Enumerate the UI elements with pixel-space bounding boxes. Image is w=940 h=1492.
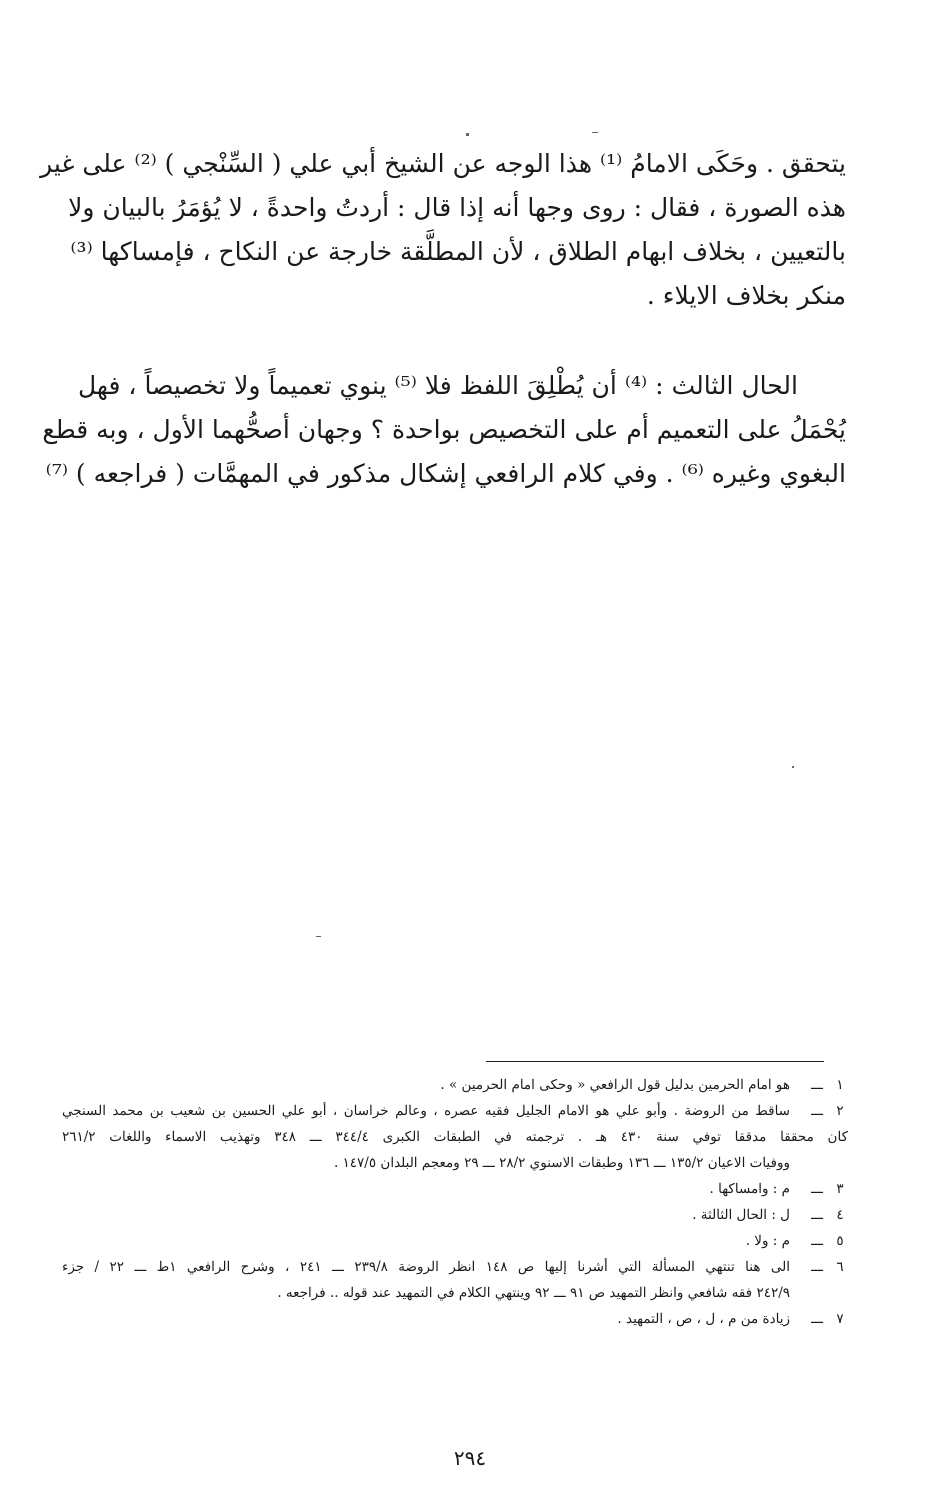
footnote-line: ٢٤٢/٩ فقه شافعي وانظر التمهيد ص ٩١ ـــ ٩٢ وينتهي الكلام في التمهيد عند قوله .. فراجعه . <box>277 1285 790 1301</box>
footnote-line: ووفيات الاعيان ١٣٥/٢ ـــ ١٣٦ وطبقات الاسنوي ٢٨/٢ ـــ ٢٩ ومعجم البلدان ١٤٧/٥ . <box>333 1155 790 1171</box>
footnote-dash: ـــ <box>811 1259 823 1275</box>
footnote-1 <box>62 1072 848 1098</box>
footnote-dash: ـــ <box>811 1233 823 1249</box>
footnotes <box>62 1072 848 1332</box>
footnote-6 <box>62 1254 848 1306</box>
print-speck <box>316 936 321 937</box>
footnote-number: ١ <box>836 1077 844 1093</box>
text-line: هذه الصورة ، فقال : روى وجها أنه إذا قال : أردتُ واحدةً ، لا يُؤمَرُ بالبيان ولا <box>68 193 846 222</box>
footnote-number: ٦ <box>836 1259 844 1275</box>
print-speck <box>792 766 794 768</box>
footnote-7 <box>62 1306 848 1332</box>
footnote-number: ٢ <box>836 1103 844 1119</box>
text-line: يتحقق . وحَكَى الامامُ ⁽¹⁾ هذا الوجه عن الشيخ أبي علي ( السِّنْجي ) ⁽²⁾ على غير <box>40 149 846 178</box>
footnote-line: زيادة من م ، ل ، ص ، التمهيد . <box>617 1311 790 1327</box>
page-number: ٢٩٤ <box>453 1446 487 1470</box>
text-line: يُحْمَلُ على التعميم أم على التخصيص بواحدة ؟ وجهان أصحُّهما الأول ، وبه قطع <box>42 415 846 444</box>
text-line: البغوي وغيره ⁽⁶⁾ . وفي كلام الرافعي إشكال مذكور في المهمَّات ( فراجعه ) ⁽⁷⁾ <box>45 459 846 488</box>
footnote-2 <box>62 1098 848 1176</box>
footnote-dash: ـــ <box>811 1311 823 1327</box>
footnote-dash: ـــ <box>811 1207 823 1223</box>
body-paragraph-1 <box>40 142 846 318</box>
print-speck <box>592 132 598 133</box>
footnote-number: ٥ <box>836 1233 844 1249</box>
text-line: منكر بخلاف الايلاء . <box>646 281 846 310</box>
footnote-line: الى هنا تنتهي المسألة التي أشرنا إليها ص ١٤٨ انظر الروضة ٢٣٩/٨ ـــ ٢٤١ ، وشرح الرافعي ١ط ـــ ٢٢ / جزء <box>62 1259 790 1275</box>
footnote-number: ٧ <box>836 1311 844 1327</box>
footnote-line: كان محققا مدققا توفي سنة ٤٣٠ هـ . ترجمته في الطبقات الكبرى ٣٤٤/٤ ـــ ٣٤٨ وتهذيب الاسماء واللغات ٢٦١/٢ <box>62 1129 848 1145</box>
footnote-line: ساقط من الروضة . وأبو علي هو الامام الجليل فقيه عصره ، وعالم خراسان ، أبو علي الحسين بن شعيب بن محمد السنجي <box>62 1103 790 1119</box>
footnote-line: ل : الحال الثالثة . <box>692 1207 790 1223</box>
footnote-number: ٤ <box>836 1207 844 1223</box>
footnote-dash: ـــ <box>811 1103 823 1119</box>
footnote-4 <box>62 1202 848 1228</box>
body-paragraph-2 <box>42 364 846 496</box>
footnote-3 <box>62 1176 848 1202</box>
footnote-line: م : وامساكها . <box>709 1181 790 1197</box>
text-line: الحال الثالث : ⁽⁴⁾ أن يُطْلِقَ اللفظ فلا ⁽⁵⁾ ينوي تعميماً ولا تخصيصاً ، فهل <box>78 371 798 400</box>
footnote-dash: ـــ <box>811 1181 823 1197</box>
print-speck <box>466 133 469 136</box>
footnote-number: ٣ <box>836 1181 844 1197</box>
text-line: بالتعيين ، بخلاف ابهام الطلاق ، لأن المطلَّقة خارجة عن النكاح ، فإمساكها ⁽³⁾ <box>70 237 846 266</box>
footnote-separator <box>486 1061 824 1062</box>
footnote-line: م : ولا . <box>745 1233 790 1249</box>
footnote-line: هو امام الحرمين بدليل قول الرافعي « وحكى امام الحرمين » . <box>440 1077 790 1093</box>
footnote-5 <box>62 1228 848 1254</box>
footnote-dash: ـــ <box>811 1077 823 1093</box>
